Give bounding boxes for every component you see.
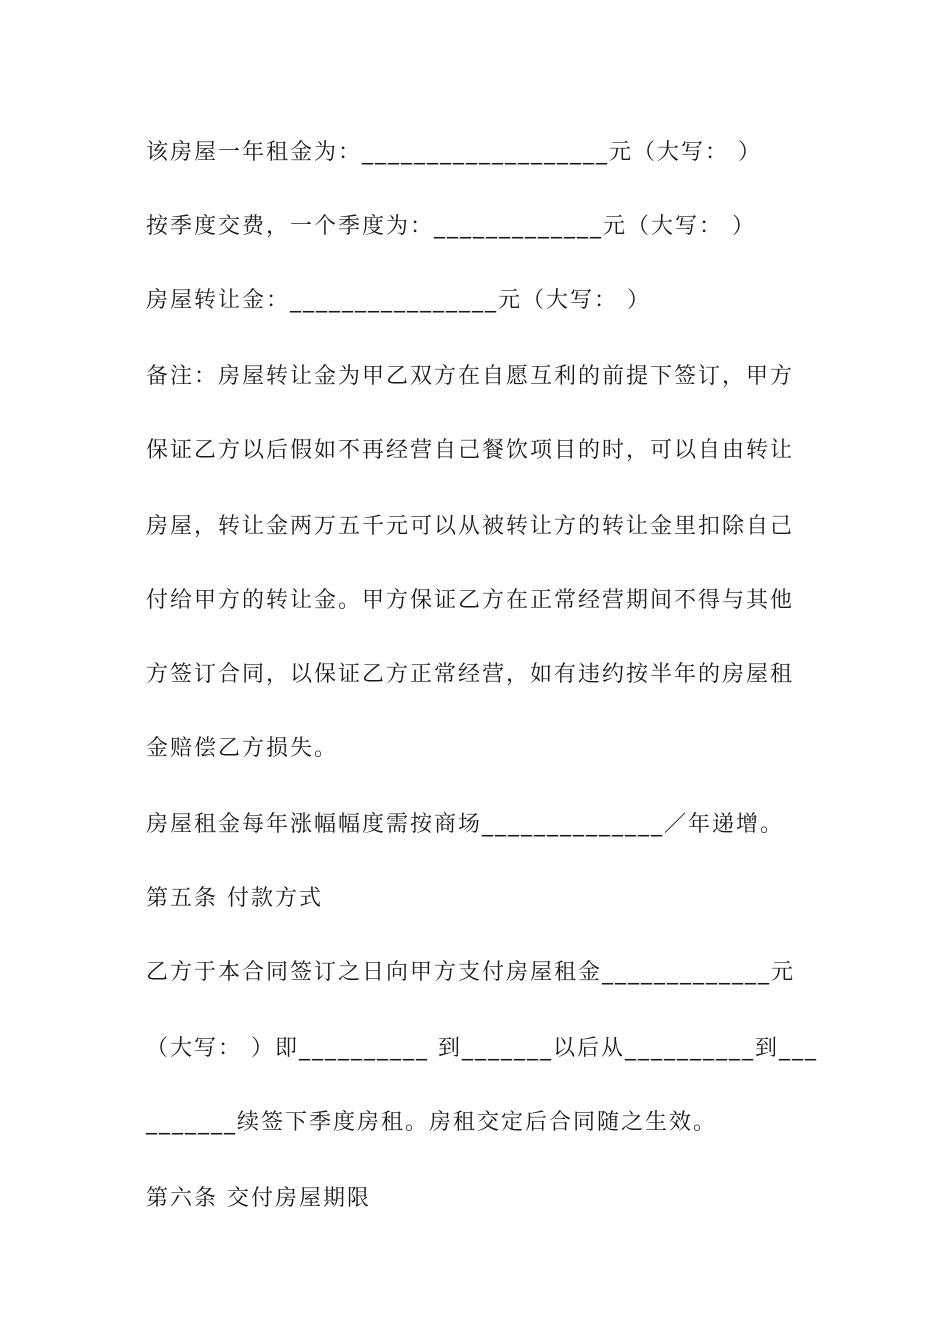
article-6-heading: 第六条 交付房屋期限 [146,1186,371,1211]
remark-line-6: 金赔偿乙方损失。 [146,736,339,761]
remark-line-2: 保证乙方以后假如不再经营自己餐饮项目的时，可以自由转让 [146,438,795,463]
remark-line-1: 备注：房屋转让金为甲乙双方在自愿互利的前提下签订，甲方 [146,364,795,389]
article-5-heading: 第五条 付款方式 [146,886,323,911]
quarterly-fee-line: 按季度交费，一个季度为：_____________元（大写： ） [146,214,756,239]
remark-line-3: 房屋，转让金两万五千元可以从被转让方的转让金里扣除自己 [146,514,795,539]
annual-rent-line: 该房屋一年租金为：___________________元（大写： ） [146,140,762,165]
payment-line-1: 乙方于本合同签订之日向甲方支付房屋租金_____________元 [146,960,796,985]
rent-increase-line: 房屋租金每年涨幅幅度需按商场______________／年递增。 [146,812,785,837]
remark-line-4: 付给甲方的转让金。甲方保证乙方在正常经营期间不得与其他 [146,588,795,613]
remark-line-5: 方签订合同，以保证乙方正常经营，如有违约按半年的房屋租 [146,662,795,687]
transfer-fee-line: 房屋转让金：________________元（大写： ） [146,288,651,313]
payment-line-2: （大写： ）即__________ 到_______以后从__________到___ [146,1036,818,1061]
payment-line-3: _______续签下季度房租。房租交定后合同随之生效。 [146,1110,718,1135]
